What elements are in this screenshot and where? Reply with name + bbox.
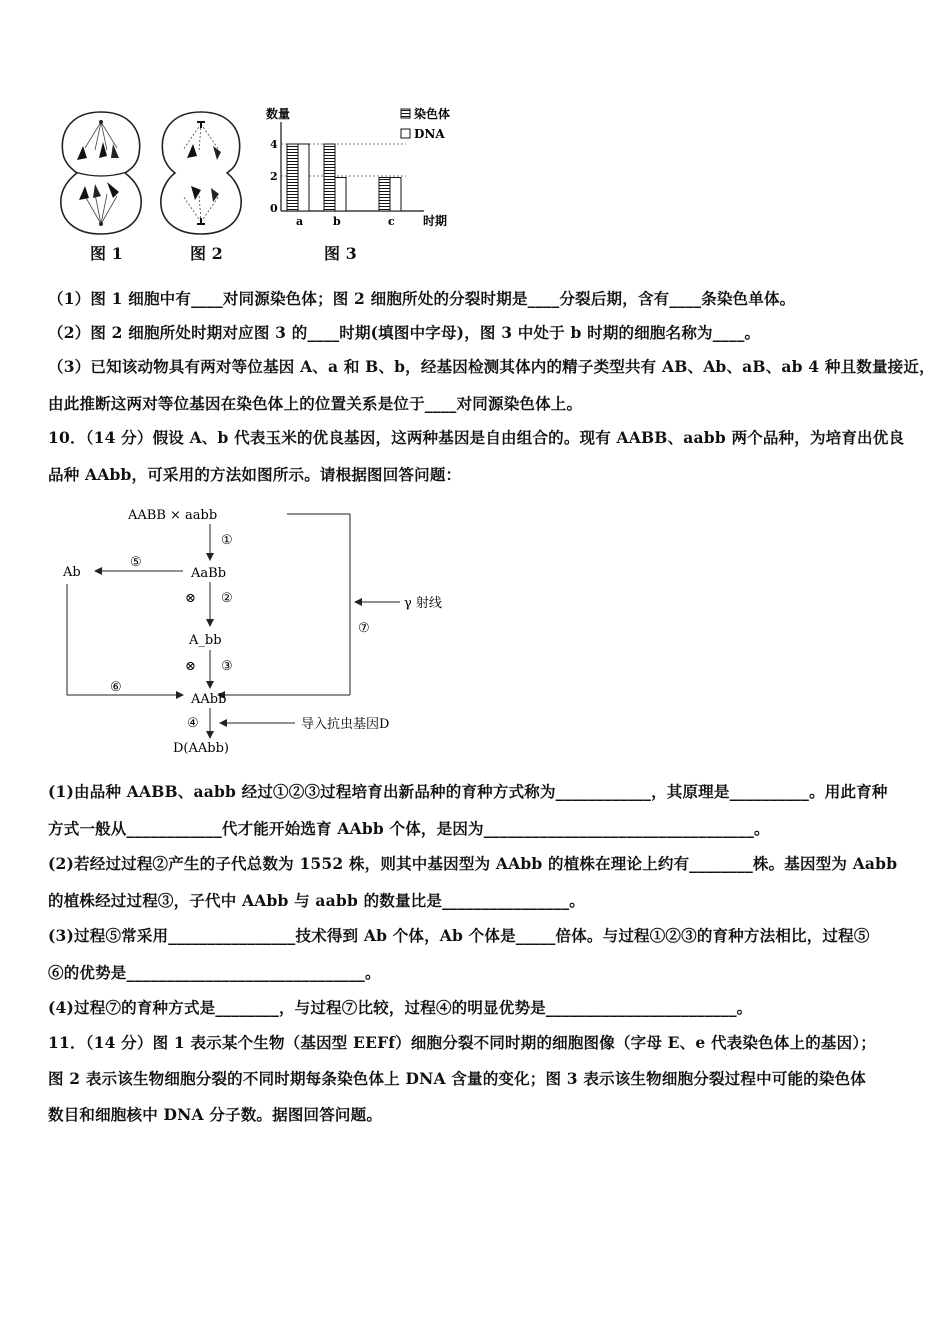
q9-line-3: （3）已知该动物具有两对等位基因 A、a 和 B、b，经基因检测其体内的精子类型共有 AB、Ab、aB、ab 4 种且数量接近， xyxy=(48,357,935,376)
diagram-step-1: ① xyxy=(221,533,233,548)
bar-b-chromosome xyxy=(324,144,335,211)
legend-dna-swatch xyxy=(401,129,410,138)
q10-part-1: (1)由品种 AABB、aabb 经过①②③过程培育出新品种的育种方式称为____________，其原理是__________。用此育种 xyxy=(48,782,888,801)
chart-ytick-2: 2 xyxy=(270,170,278,183)
chart-xtick-c: c xyxy=(388,215,395,228)
diagram-import-gene: 导入抗虫基因D xyxy=(301,717,390,732)
bar-a-dna xyxy=(298,144,309,211)
chart-xlabel: 时期 xyxy=(423,214,448,228)
chart-ytick-0: 0 xyxy=(270,202,278,215)
chart-ytick-4: 4 xyxy=(270,138,278,151)
figure-1-cell xyxy=(55,108,147,238)
bar-c-dna xyxy=(390,178,401,212)
bar-a-chromosome xyxy=(287,144,298,211)
q11-line-2: 图 2 表示该生物细胞分裂的不同时期每条染色体上 DNA 含量的变化；图 3 表示该生物细胞分裂过程中可能的染色体 xyxy=(48,1069,866,1088)
q10-part-3: (3)过程⑤常采用________________技术得到 Ab 个体，Ab 个体是_____倍体。与过程①②③的育种方法相比，过程⑤ xyxy=(48,926,870,945)
figure-3-chart xyxy=(256,100,466,230)
diagram-step-2: ② xyxy=(221,591,233,606)
diagram-aabb-final: AAbb xyxy=(191,692,227,707)
chart-ylabel: 数量 xyxy=(266,107,291,121)
q11-line-3: 数目和细胞核中 DNA 分子数。据图回答问题。 xyxy=(48,1105,383,1124)
q10-part-4: (4)过程⑦的育种方式是________，与过程⑦比较，过程④的明显优势是________________________。 xyxy=(48,998,753,1017)
legend-chromosome-swatch xyxy=(401,109,410,118)
q11-line-1: 11．（14 分）图 1 表示某个生物（基因型 EEFf）细胞分裂不同时期的细胞图像（字母 E、e 代表染色体上的基因）； xyxy=(48,1033,876,1052)
diagram-step-7: ⑦ xyxy=(358,621,370,636)
legend-dna-label: DNA xyxy=(414,127,445,141)
legend-chromosome-label: 染色体 xyxy=(414,107,451,121)
q10-part-2: (2)若经过过程②产生的子代总数为 1552 株，则其中基因型为 AAbb 的植株在理论上约有________株。基因型为 Aabb xyxy=(48,854,898,873)
q9-line-1: （1）图 1 细胞中有____对同源染色体；图 2 细胞所处的分裂时期是____分裂后期，含有____条染色单体。 xyxy=(48,289,796,308)
q10-part-3b: ⑥的优势是______________________________。 xyxy=(48,963,381,982)
diagram-d: D(AAbb) xyxy=(173,741,229,756)
figure-1-caption: 图 1 xyxy=(90,244,123,263)
chart-xtick-a: a xyxy=(296,215,304,228)
q10-line-2: 品种 AAbb，可采用的方法如图所示。请根据图回答问题： xyxy=(48,465,462,484)
diagram-gamma: γ 射线 xyxy=(404,596,442,611)
diagram-step-3: ③ xyxy=(221,659,233,674)
figure-2-caption: 图 2 xyxy=(190,244,223,263)
breeding-diagram xyxy=(55,500,475,760)
figure-3-caption: 图 3 xyxy=(324,244,357,263)
diagram-cross: AABB × aabb xyxy=(128,508,218,523)
diagram-selfing-2: ⊗ xyxy=(185,659,196,674)
figure-2-cell xyxy=(155,108,247,238)
diagram-step-5: ⑤ xyxy=(130,555,142,570)
q10-part-2b: 的植株经过过程③，子代中 AAbb 与 aabb 的数量比是________________。 xyxy=(48,891,585,910)
diagram-step-4: ④ xyxy=(187,716,199,731)
diagram-selfing-1: ⊗ xyxy=(185,591,196,606)
q10-part-1b: 方式一般从____________代才能开始选育 AAbb 个体，是因为__________________________________。 xyxy=(48,819,770,838)
bar-c-chromosome xyxy=(379,178,390,212)
q10-line-1: 10．（14 分）假设 A、b 代表玉米的优良基因，这两种基因是自由组合的。现有 AABB、aabb 两个品种，为培育出优良 xyxy=(48,428,905,447)
chart-xtick-b: b xyxy=(333,215,341,228)
diagram-ab: Ab xyxy=(63,565,81,580)
diagram-aabb: AaBb xyxy=(191,566,227,581)
diagram-step-6: ⑥ xyxy=(110,680,122,695)
diagram-a-bb: A_bb xyxy=(189,633,222,648)
q9-line-4: 由此推断这两对等位基因在染色体上的位置关系是位于____对同源染色体上。 xyxy=(48,394,583,413)
bar-b-dna xyxy=(335,178,346,212)
q9-line-2: （2）图 2 细胞所处时期对应图 3 的____时期(填图中字母)，图 3 中处于 b 时期的细胞名称为____。 xyxy=(48,323,761,342)
